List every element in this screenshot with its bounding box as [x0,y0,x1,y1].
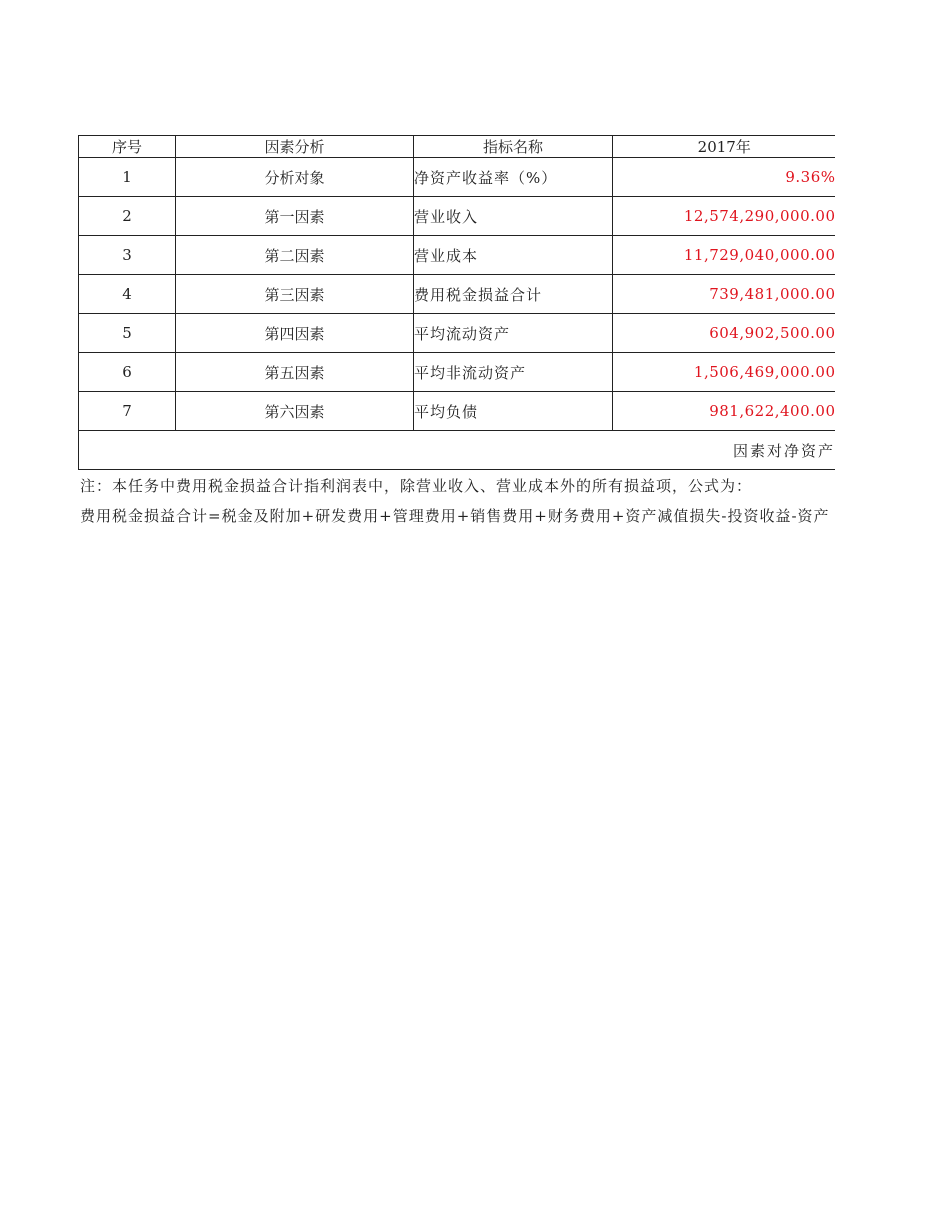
row-indicator: 营业收入 [414,197,613,236]
row-indicator: 平均非流动资产 [414,353,613,392]
row-value: 604,902,500.00 [613,314,836,353]
row-no: 7 [79,392,176,431]
row-factor: 第五因素 [176,353,414,392]
header-year: 2017年 [613,136,836,158]
table-row [79,158,836,197]
row-value: 981,622,400.00 [613,392,836,431]
row-value: 11,729,040,000.00 [613,236,836,275]
row-value: 739,481,000.00 [613,275,836,314]
header-seq: 序号 [79,136,176,158]
factor-analysis-sheet [78,135,835,473]
note-line-2: 费用税金损益合计=税金及附加+研发费用+管理费用+销售费用+财务费用+资产减值损失-投资收益-资产 [80,507,830,525]
row-indicator: 营业成本 [414,236,613,275]
row-no: 6 [79,353,176,392]
row-indicator: 净资产收益率（%） [414,158,613,197]
row-no: 2 [79,197,176,236]
row-no: 4 [79,275,176,314]
row-factor: 第一因素 [176,197,414,236]
row-factor: 分析对象 [176,158,414,197]
table-row [79,275,836,314]
row-value: 1,506,469,000.00 [613,353,836,392]
row-indicator: 平均负债 [414,392,613,431]
row-no: 5 [79,314,176,353]
table-row [79,236,836,275]
row-factor: 第三因素 [176,275,414,314]
factor-analysis-table [78,135,835,470]
note-line-1: 注：本任务中费用税金损益合计指利润表中，除营业收入、营业成本外的所有损益项，公式为： [80,477,753,495]
row-indicator: 平均流动资产 [414,314,613,353]
row-factor: 第六因素 [176,392,414,431]
row-factor: 第二因素 [176,236,414,275]
header-row [79,136,836,158]
notes [80,477,835,537]
table-row [79,314,836,353]
row-value: 9.36% [613,158,836,197]
row-value: 12,574,290,000.00 [613,197,836,236]
row-indicator: 费用税金损益合计 [414,275,613,314]
summary-row [79,431,836,470]
header-indicator: 指标名称 [414,136,613,158]
header-factor: 因素分析 [176,136,414,158]
row-no: 3 [79,236,176,275]
row-factor: 第四因素 [176,314,414,353]
table-row [79,197,836,236]
table-row [79,353,836,392]
summary-cell: 因素对净资产 [79,431,836,470]
row-no: 1 [79,158,176,197]
table-row [79,392,836,431]
